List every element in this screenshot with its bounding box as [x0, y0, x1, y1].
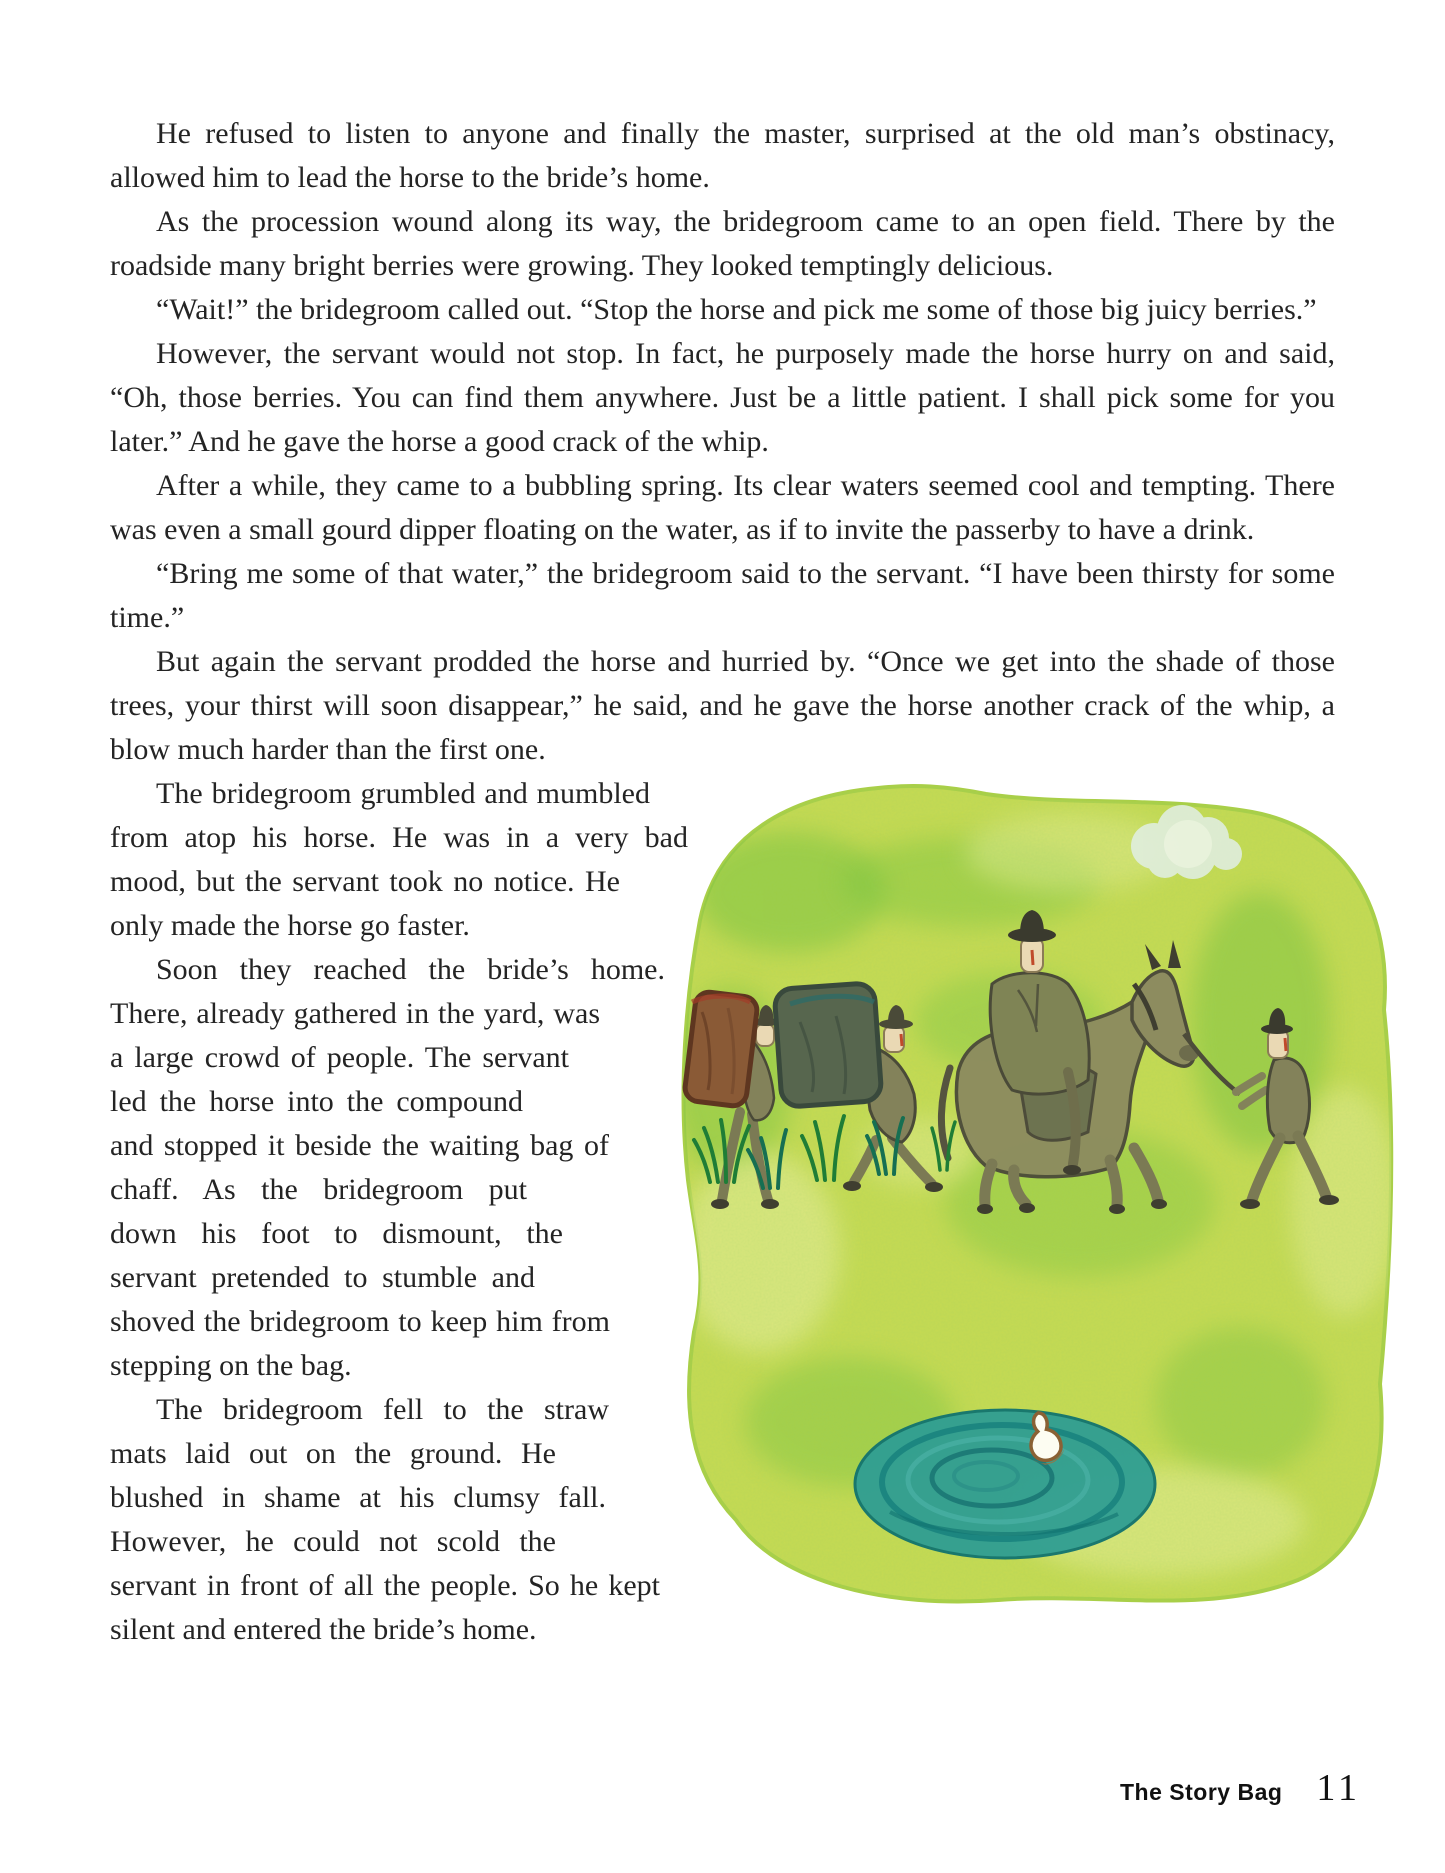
story-paragraph: However, the servant would not stop. In fact, he purposely made the horse hurry on and said, “Oh, those berries. You can find them anywhere. Just be a little patient. I shall pick some for you later.” And he gave the horse a good crack of the whip.	[110, 337, 1335, 458]
brown-sack	[684, 991, 759, 1108]
spring-pond	[855, 1410, 1155, 1558]
story-paragraph: After a while, they came to a bubbling spring. Its clear waters seemed cool and tempting. There was even a small gourd dipper floating on the water, as if to invite the passerby to have a drink.	[110, 469, 1335, 546]
story-paragraph: “Wait!” the bridegroom called out. “Stop the horse and pick me some of those big juicy berries.”	[156, 293, 1317, 326]
story-paragraph: Soon they reached the bride’s home. There, already gathered in the yard, was a large crowd of people. The servant led the horse into the compound and stopped it beside the waiting bag of chaff. As the bridegroom put down his foot to dismount, the servant pretended to stumble and shoved the bridegroom to keep him from stepping on the bag.	[110, 953, 665, 1382]
story-paragraph: “Bring me some of that water,” the bridegroom said to the servant. “I have been thirsty for some time.”	[110, 557, 1335, 634]
story-paragraph: He refused to listen to anyone and finally the master, surprised at the old man’s obstinacy, allowed him to lead the horse to the bride’s home.	[110, 117, 1335, 194]
story-illustration	[640, 772, 1400, 1652]
story-paragraph: The bridegroom fell to the straw mats laid out on the ground. He blushed in shame at his clumsy fall. However, he could not scold the servant in front of all the people. So he kept silent and entered the bride’s home.	[110, 1393, 660, 1646]
story-paragraph: As the procession wound along its way, the bridegroom came to an open field. There by the roadside many bright berries were growing. They looked temptingly delicious.	[110, 205, 1335, 282]
bridegroom-coat	[990, 973, 1089, 1094]
footer-book-title: The Story Bag	[1120, 1779, 1283, 1805]
story-text-block	[110, 112, 1335, 1652]
story-paragraph: The bridegroom grumbled and mumbled from atop his horse. He was in a very bad mood, but the servant took no notice. He only made the horse go faster.	[110, 777, 688, 942]
servant-body	[1267, 1058, 1309, 1143]
story-paragraph: But again the servant prodded the horse and hurried by. “Once we get into the shade of those trees, your thirst will soon disappear,” he said, and he gave the horse another crack of the whip, a blow much harder than the first one.	[110, 645, 1335, 766]
running-footer	[1120, 1766, 1380, 1810]
footer-page-number: 11	[1316, 1767, 1362, 1809]
illustration-text-wrap	[520, 772, 1335, 1652]
